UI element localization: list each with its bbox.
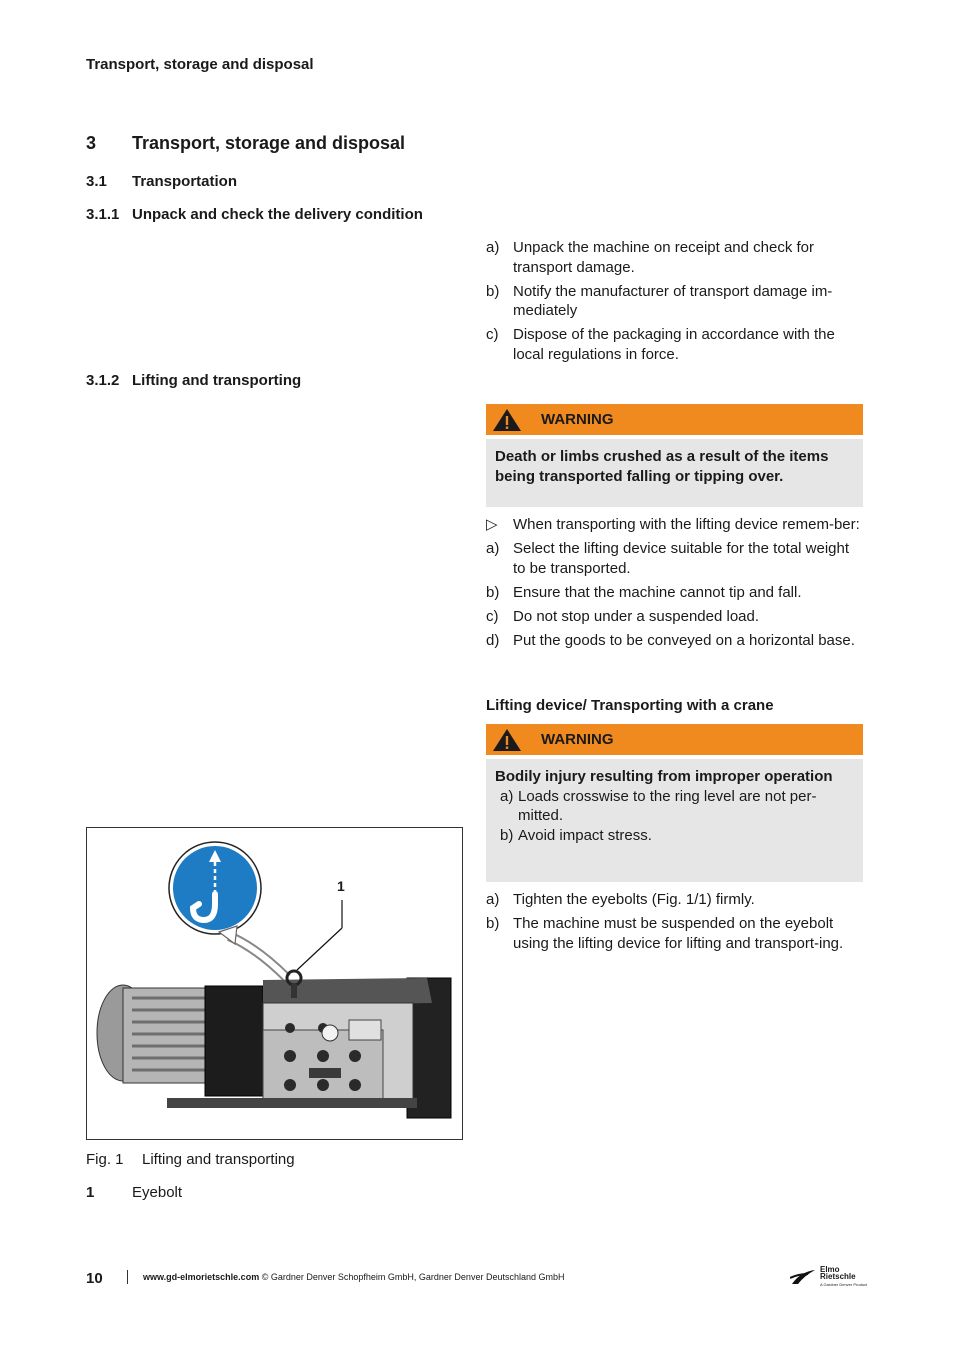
logo-text-rietschle: Rietschle [820, 1272, 856, 1281]
list-item: a) Tighten the eyebolts (Fig. 1/1) firmly. [486, 891, 755, 908]
section-heading-3-1-1 [86, 206, 423, 223]
warning-header [486, 724, 863, 755]
list-item: c) Do not stop under a suspended load. [486, 607, 760, 625]
eyebolt-steps-list [486, 890, 864, 958]
crane-hook-sign-icon [169, 842, 261, 934]
warning-label: WARNING [541, 731, 614, 748]
warning-body [486, 759, 863, 882]
section-heading-3-1 [86, 173, 237, 190]
section-title: Lifting and transporting [132, 372, 302, 389]
list-item: ▷ When transporting with the lifting device remem-ber: [486, 516, 860, 533]
warning-body: Death or limbs crushed as a result of the items being transported falling or tipping over. [486, 439, 863, 507]
list-item: b) Avoid impact stress. [500, 826, 652, 844]
figure-number: Fig. 1 [86, 1151, 124, 1168]
list-item: b) Notify the manufacturer of transport damage im-mediately [486, 282, 833, 319]
section-number: 3.1 [86, 173, 107, 190]
footer-copyright: © Gardner Denver Schopfheim GmbH, Gardner Denver Deutschland GmbH [261, 1272, 565, 1282]
logo-text-elmo: Elmo [820, 1265, 840, 1274]
page-number: 10 [86, 1270, 103, 1287]
figure-legend [86, 1184, 182, 1201]
figure-caption [86, 1151, 295, 1168]
vacuum-pump-illustration [87, 828, 463, 1140]
figure-callout-1: 1 [337, 878, 345, 894]
figure-lifting [86, 827, 463, 1140]
logo-swoosh-icon [790, 1268, 816, 1286]
footer-url: www.gd-elmorietschle.com [143, 1272, 260, 1282]
list-item: c) Dispose of the packaging in accordance with the local regulations in force. [486, 326, 835, 363]
unpack-steps-list [486, 238, 864, 369]
list-item: a) Loads crosswise to the ring level are not per-mitted. [500, 787, 817, 824]
logo-tagline: A Gardner Denver Product [820, 1282, 868, 1287]
crane-subheading: Lifting device/ Transporting with a crane [486, 697, 774, 714]
footer-divider [127, 1270, 128, 1284]
warning-triangle-icon [492, 728, 522, 752]
chapter-number: 3 [86, 133, 97, 153]
chapter-heading [86, 133, 405, 154]
chapter-title: Transport, storage and disposal [132, 133, 406, 153]
section-title: Unpack and check the delivery condition [132, 206, 423, 223]
list-item: b) Ensure that the machine cannot tip and fall. [486, 583, 802, 601]
warning-title: Bodily injury resulting from improper operation [495, 768, 833, 785]
list-item: a) Select the lifting device suitable for the total weight to be transported. [486, 540, 850, 577]
running-header: Transport, storage and disposal [86, 56, 314, 73]
lifting-steps-list [486, 515, 864, 655]
list-item: a) Unpack the machine on receipt and check for transport damage. [486, 239, 815, 276]
section-number: 3.1.1 [86, 206, 120, 223]
warning-triangle-icon [492, 408, 522, 432]
section-number: 3.1.2 [86, 372, 120, 389]
section-title: Transportation [132, 173, 238, 190]
section-heading-3-1-2 [86, 372, 301, 389]
footer-text [143, 1272, 564, 1282]
list-item: b) The machine must be suspended on the eyebolt using the lifting device for lifting and transport-ing. [486, 915, 844, 952]
warning-label: WARNING [541, 411, 614, 428]
figure-caption-text: Lifting and transporting [142, 1151, 295, 1168]
list-item: d) Put the goods to be conveyed on a horizontal base. [486, 631, 855, 649]
legend-text: Eyebolt [132, 1184, 183, 1201]
legend-number: 1 [86, 1184, 95, 1201]
warning-header [486, 404, 863, 435]
